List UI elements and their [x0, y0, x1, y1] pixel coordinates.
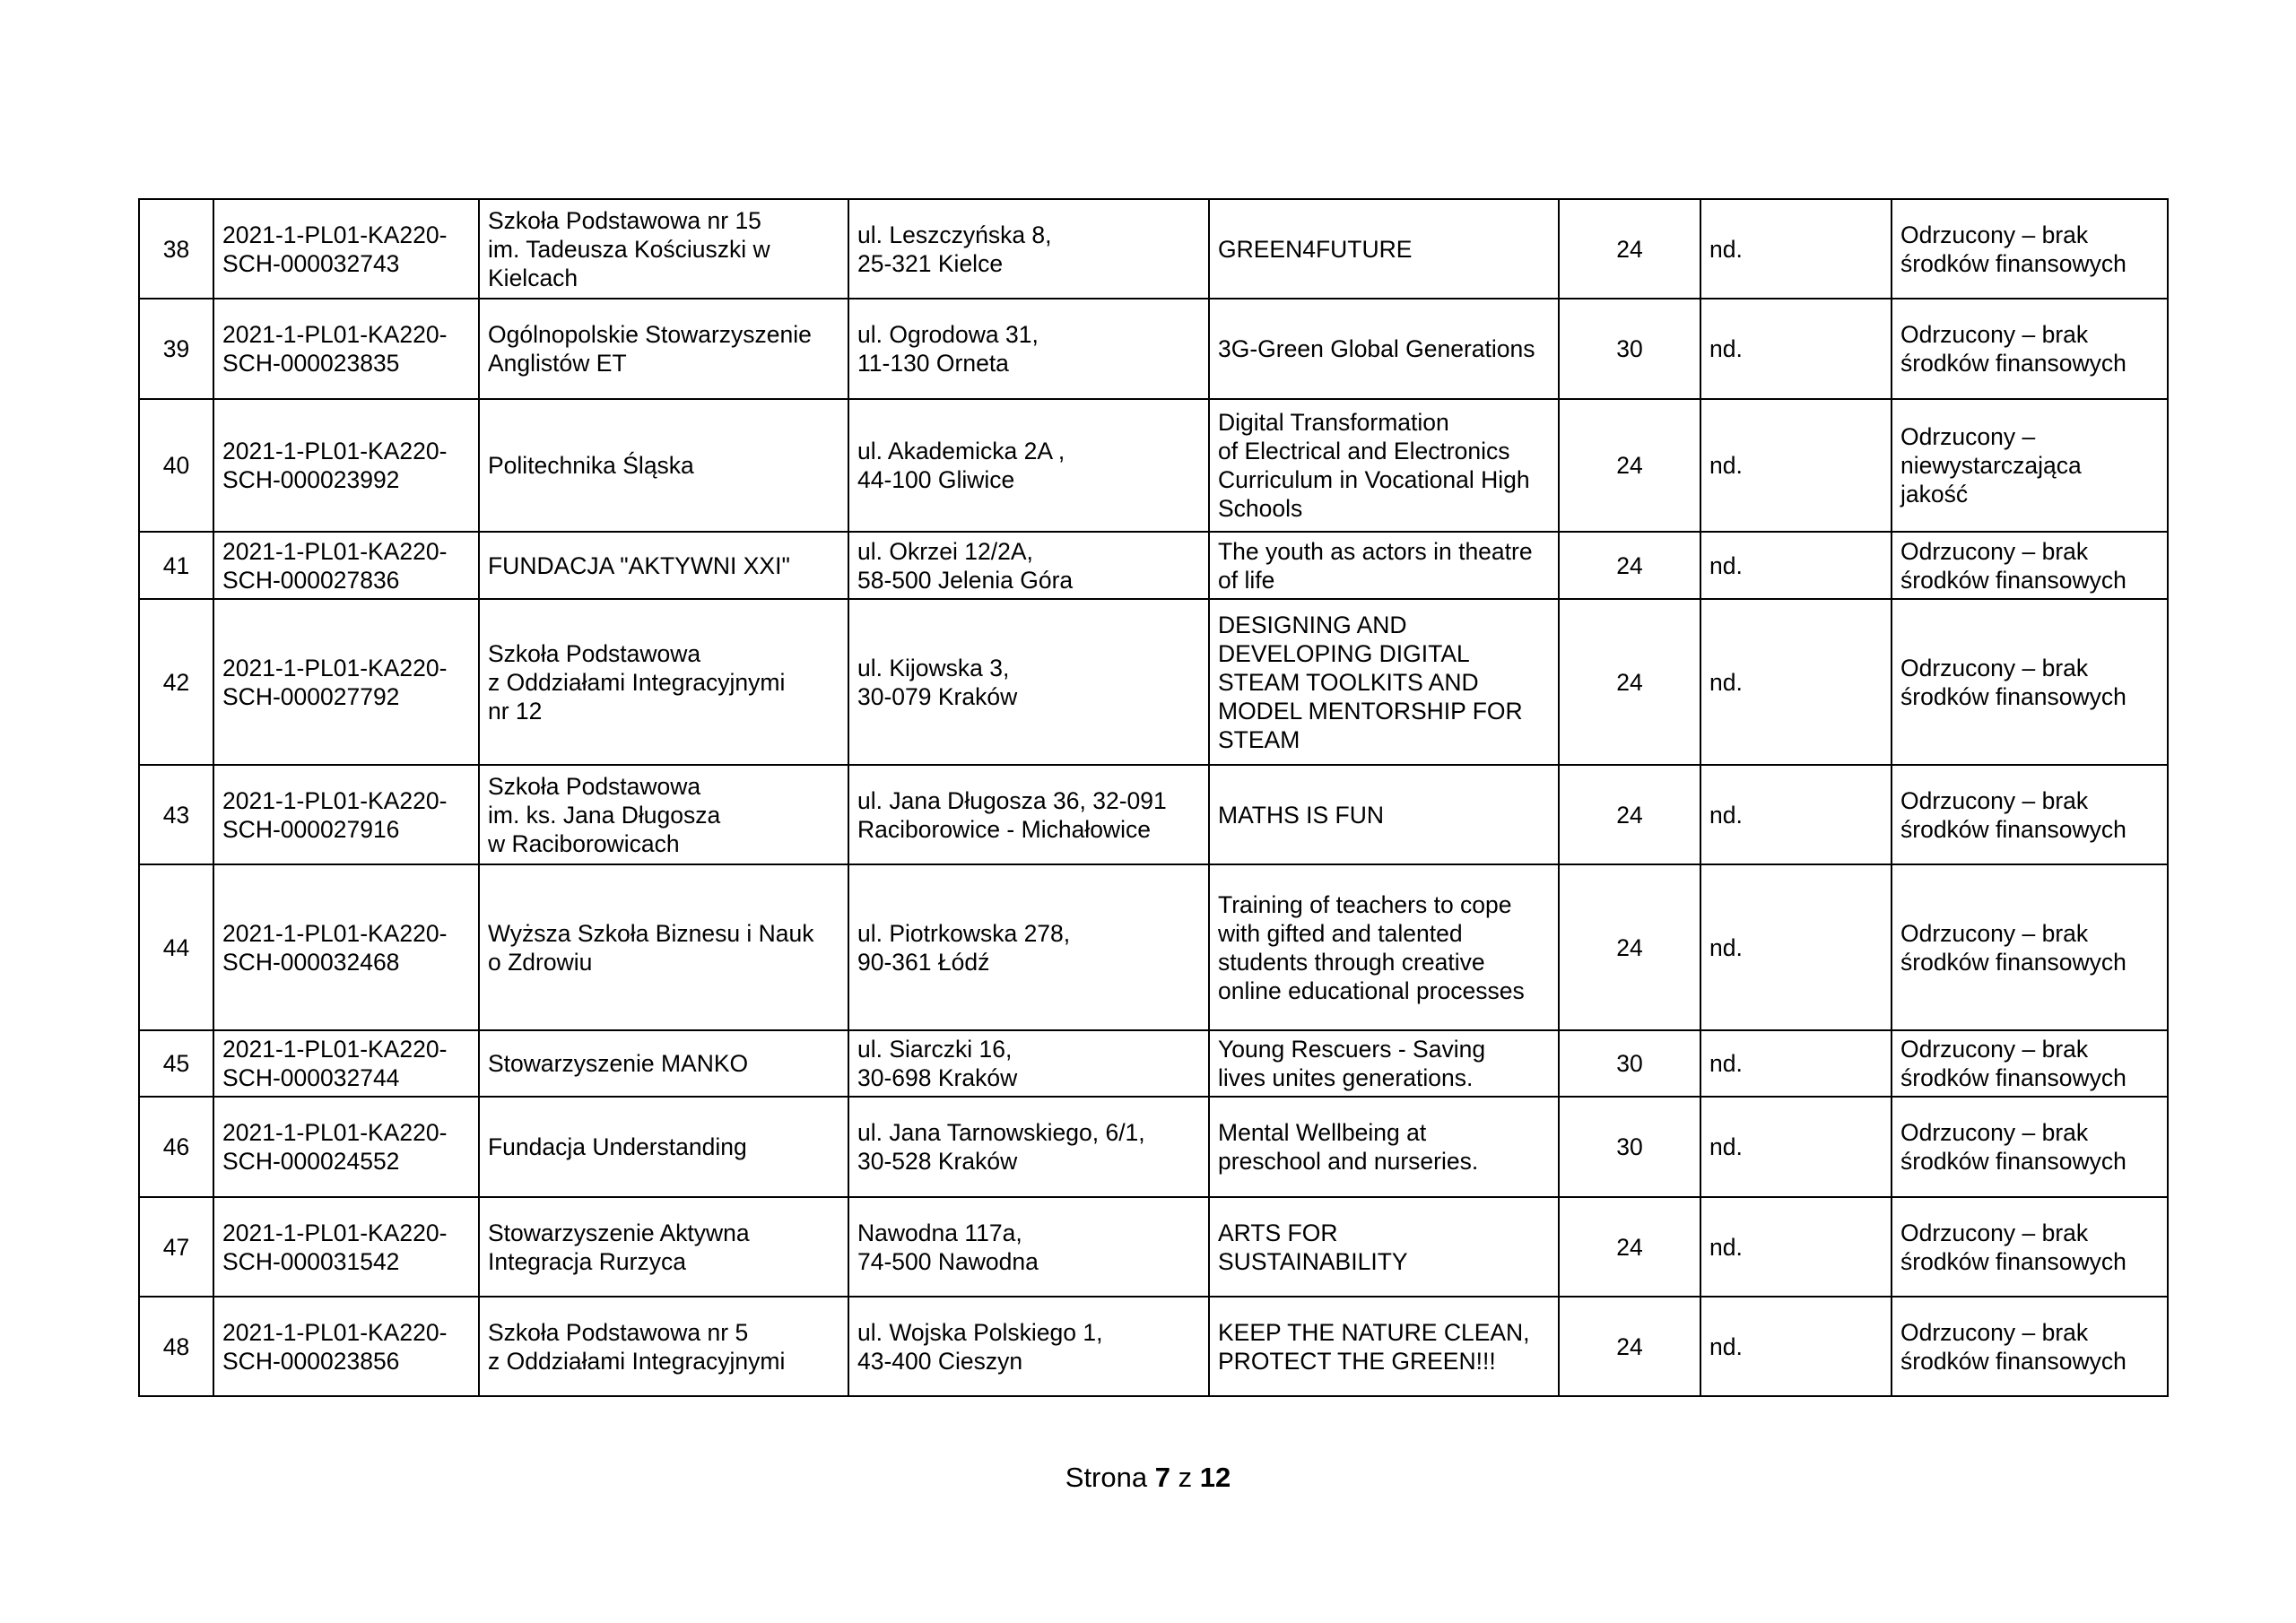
cell-line: SCH-000023992 [222, 466, 400, 493]
row-number-cell: 39 [139, 299, 213, 399]
row-number-cell: 46 [139, 1097, 213, 1197]
cell-line: 2021-1-PL01-KA220- [222, 1036, 448, 1063]
cell-line: 2021-1-PL01-KA220- [222, 321, 448, 348]
cell-line: nr 12 [488, 697, 543, 725]
table-row [139, 1197, 2168, 1297]
row-number-cell: 47 [139, 1197, 213, 1297]
cell-line: Odrzucony – brak [1900, 786, 2089, 814]
cell-line: STEAM TOOLKITS AND [1218, 668, 1479, 696]
project-id-cell [213, 199, 479, 299]
points-cell: 30 [1559, 1030, 1700, 1097]
cell-line: Odrzucony – brak [1900, 1119, 2089, 1146]
project-title-cell [1209, 399, 1559, 532]
table-row [139, 399, 2168, 532]
cell-line: środków finansowych [1900, 1247, 2126, 1275]
cell-line: środków finansowych [1900, 948, 2126, 976]
rank-cell: nd. [1700, 1030, 1892, 1097]
cell-line: Curriculum in Vocational High [1218, 466, 1530, 493]
cell-line: Stowarzyszenie Aktywna [488, 1219, 750, 1246]
cell-line: Mental Wellbeing at [1218, 1119, 1427, 1146]
total-pages-number: 12 [1199, 1462, 1231, 1493]
cell-line: środków finansowych [1900, 1148, 2126, 1175]
table-row [139, 199, 2168, 299]
cell-line: z Oddziałami Integracyjnymi [488, 1347, 786, 1375]
cell-line: ul. Okrzei 12/2A, [857, 537, 1033, 565]
cell-line: o Zdrowiu [488, 948, 593, 976]
cell-line: SUSTAINABILITY [1218, 1247, 1408, 1275]
cell-line: 30-079 Kraków [857, 682, 1018, 710]
organization-cell [479, 1030, 848, 1097]
table-row [139, 599, 2168, 765]
rank-cell: nd. [1700, 532, 1892, 599]
cell-line: Odrzucony – brak [1900, 1318, 2089, 1346]
points-cell: 24 [1559, 599, 1700, 765]
cell-line: ARTS FOR [1218, 1219, 1338, 1246]
project-id-cell [213, 1197, 479, 1297]
cell-line: 2021-1-PL01-KA220- [222, 1219, 448, 1246]
cell-line: ul. Kijowska 3, [857, 654, 1010, 681]
cell-line: 11-130 Orneta [857, 350, 1009, 377]
rank-cell: nd. [1700, 1197, 1892, 1297]
cell-line: 43-400 Cieszyn [857, 1347, 1023, 1375]
project-id-cell [213, 864, 479, 1030]
cell-line: Kielcach [488, 264, 578, 291]
status-cell [1892, 1097, 2168, 1197]
rank-cell: nd. [1700, 765, 1892, 864]
cell-line: Odrzucony – brak [1900, 1219, 2089, 1246]
cell-line: środków finansowych [1900, 815, 2126, 843]
cell-line: SCH-000027792 [222, 682, 400, 710]
organization-cell [479, 532, 848, 599]
cell-line: SCH-000032468 [222, 948, 400, 976]
row-number-cell: 45 [139, 1030, 213, 1097]
cell-line: of life [1218, 566, 1275, 594]
project-title-cell [1209, 1097, 1559, 1197]
project-title-cell [1209, 1197, 1559, 1297]
cell-line: Training of teachers to cope [1218, 890, 1512, 918]
cell-line: online educational processes [1218, 976, 1525, 1004]
cell-line: of Electrical and Electronics [1218, 438, 1510, 464]
cell-line: ul. Wojska Polskiego 1, [857, 1318, 1103, 1346]
cell-line: 44-100 Gliwice [857, 466, 1015, 493]
row-number-cell: 38 [139, 199, 213, 299]
address-cell [848, 1097, 1209, 1197]
cell-line: SCH-000024552 [222, 1148, 400, 1175]
cell-line: środków finansowych [1900, 566, 2126, 594]
project-id-cell [213, 1297, 479, 1396]
project-id-cell [213, 1097, 479, 1197]
cell-line: Szkoła Podstawowa nr 15 [488, 206, 761, 234]
cell-line: Odrzucony – brak [1900, 221, 2089, 248]
project-title-cell [1209, 532, 1559, 599]
table-row [139, 864, 2168, 1030]
cell-line: Wyższa Szkoła Biznesu i Nauk [488, 919, 814, 947]
cell-line: 30-528 Kraków [857, 1148, 1018, 1175]
address-cell [848, 399, 1209, 532]
cell-line: ul. Piotrkowska 278, [857, 919, 1071, 947]
cell-line: The youth as actors in theatre [1218, 537, 1533, 565]
cell-line: Ogólnopolskie Stowarzyszenie [488, 321, 812, 348]
cell-line: 74-500 Nawodna [857, 1247, 1039, 1275]
cell-line: KEEP THE NATURE CLEAN, [1218, 1318, 1530, 1346]
status-cell [1892, 599, 2168, 765]
cell-line: Integracja Rurzyca [488, 1247, 686, 1275]
points-cell: 24 [1559, 199, 1700, 299]
cell-line: SCH-000032744 [222, 1064, 400, 1091]
cell-line: ul. Jana Długosza 36, 32-091 [857, 786, 1167, 814]
cell-line: Anglistów ET [488, 350, 627, 377]
cell-line: jakość [1900, 481, 1969, 508]
page-separator: z [1178, 1462, 1193, 1493]
cell-line: Nawodna 117a, [857, 1219, 1022, 1246]
cell-line: środków finansowych [1900, 249, 2126, 277]
cell-line: Politechnika Śląska [488, 452, 694, 479]
cell-line: środków finansowych [1900, 350, 2126, 377]
cell-line: Digital Transformation [1218, 409, 1449, 436]
rank-cell: nd. [1700, 199, 1892, 299]
cell-line: students through creative [1218, 948, 1485, 976]
cell-line: preschool and nurseries. [1218, 1148, 1479, 1175]
cell-line: 90-361 Łódź [857, 948, 990, 976]
rank-cell: nd. [1700, 399, 1892, 532]
cell-line: 30-698 Kraków [857, 1064, 1018, 1091]
cell-line: ul. Akademicka 2A , [857, 438, 1065, 464]
table-row [139, 1097, 2168, 1197]
rank-cell: nd. [1700, 299, 1892, 399]
status-cell [1892, 864, 2168, 1030]
status-cell [1892, 1297, 2168, 1396]
cell-line: 3G-Green Global Generations [1218, 335, 1535, 362]
cell-line: Szkoła Podstawowa [488, 772, 701, 800]
cell-line: MATHS IS FUN [1218, 801, 1385, 829]
cell-line: Odrzucony – brak [1900, 537, 2089, 565]
cell-line: STEAM [1218, 725, 1300, 753]
table-row [139, 765, 2168, 864]
cell-line: GREEN4FUTURE [1218, 235, 1413, 263]
points-cell: 30 [1559, 1097, 1700, 1197]
points-cell: 24 [1559, 1197, 1700, 1297]
cell-line: Raciborowice - Michałowice [857, 815, 1151, 843]
cell-line: ul. Ogrodowa 31, [857, 321, 1039, 348]
organization-cell [479, 599, 848, 765]
project-title-cell [1209, 199, 1559, 299]
cell-line: Odrzucony – brak [1900, 321, 2089, 348]
organization-cell [479, 199, 848, 299]
cell-line: 2021-1-PL01-KA220- [222, 1119, 448, 1146]
cell-line: Odrzucony – brak [1900, 1036, 2089, 1063]
page-label: Strona [1065, 1462, 1148, 1493]
cell-line: Fundacja Understanding [488, 1133, 747, 1160]
organization-cell [479, 1097, 848, 1197]
project-id-cell [213, 1030, 479, 1097]
table-body [139, 199, 2168, 1396]
points-cell: 24 [1559, 399, 1700, 532]
project-title-cell [1209, 1297, 1559, 1396]
cell-line: 2021-1-PL01-KA220- [222, 786, 448, 814]
cell-line: Odrzucony – brak [1900, 654, 2089, 681]
status-cell [1892, 299, 2168, 399]
cell-line: środków finansowych [1900, 1347, 2126, 1375]
points-cell: 24 [1559, 765, 1700, 864]
project-id-cell [213, 765, 479, 864]
project-id-cell [213, 399, 479, 532]
row-number-cell: 40 [139, 399, 213, 532]
status-cell [1892, 1030, 2168, 1097]
cell-line: Szkoła Podstawowa [488, 639, 701, 667]
row-number-cell: 48 [139, 1297, 213, 1396]
cell-line: SCH-000031542 [222, 1247, 400, 1275]
cell-line: 2021-1-PL01-KA220- [222, 537, 448, 565]
points-cell: 24 [1559, 532, 1700, 599]
cell-line: MODEL MENTORSHIP FOR [1218, 697, 1523, 725]
project-id-cell [213, 299, 479, 399]
points-cell: 24 [1559, 864, 1700, 1030]
cell-line: środków finansowych [1900, 1064, 2126, 1091]
address-cell [848, 199, 1209, 299]
project-title-cell [1209, 765, 1559, 864]
rank-cell: nd. [1700, 1097, 1892, 1197]
status-cell [1892, 399, 2168, 532]
cell-line: PROTECT THE GREEN!!! [1218, 1347, 1496, 1375]
cell-line: Odrzucony – brak [1900, 919, 2089, 947]
cell-line: Odrzucony – [1900, 423, 2036, 450]
cell-line: SCH-000023856 [222, 1347, 400, 1375]
address-cell [848, 599, 1209, 765]
cell-line: ul. Leszczyńska 8, [857, 221, 1052, 248]
cell-line: niewystarczająca [1900, 452, 2082, 479]
cell-line: 2021-1-PL01-KA220- [222, 654, 448, 681]
organization-cell [479, 765, 848, 864]
address-cell [848, 864, 1209, 1030]
row-number-cell: 43 [139, 765, 213, 864]
cell-line: Schools [1218, 495, 1303, 522]
cell-line: DESIGNING AND [1218, 611, 1407, 638]
cell-line: 2021-1-PL01-KA220- [222, 438, 448, 464]
project-title-cell [1209, 864, 1559, 1030]
organization-cell [479, 1197, 848, 1297]
cell-line: 25-321 Kielce [857, 249, 1004, 277]
cell-line: lives unites generations. [1218, 1064, 1474, 1091]
project-title-cell [1209, 299, 1559, 399]
cell-line: 2021-1-PL01-KA220- [222, 919, 448, 947]
address-cell [848, 1197, 1209, 1297]
cell-line: ul. Siarczki 16, [857, 1036, 1013, 1063]
cell-line: im. Tadeusza Kościuszki w [488, 235, 770, 263]
rank-cell: nd. [1700, 599, 1892, 765]
table-row [139, 1297, 2168, 1396]
cell-line: FUNDACJA "AKTYWNI XXI" [488, 551, 790, 579]
table-row [139, 532, 2168, 599]
organization-cell [479, 299, 848, 399]
cell-line: Stowarzyszenie MANKO [488, 1050, 749, 1077]
points-cell: 30 [1559, 299, 1700, 399]
status-cell [1892, 1197, 2168, 1297]
cell-line: w Raciborowicach [488, 829, 680, 857]
cell-line: 2021-1-PL01-KA220- [222, 221, 448, 248]
current-page-number: 7 [1154, 1462, 1170, 1493]
points-cell: 24 [1559, 1297, 1700, 1396]
cell-line: SCH-000023835 [222, 350, 400, 377]
status-cell [1892, 765, 2168, 864]
cell-line: im. ks. Jana Długosza [488, 801, 721, 829]
address-cell [848, 1030, 1209, 1097]
cell-line: z Oddziałami Integracyjnymi [488, 668, 786, 696]
row-number-cell: 44 [139, 864, 213, 1030]
rank-cell: nd. [1700, 864, 1892, 1030]
table-row [139, 299, 2168, 399]
status-cell [1892, 532, 2168, 599]
cell-line: SCH-000027836 [222, 566, 400, 594]
cell-line: with gifted and talented [1218, 919, 1463, 947]
address-cell [848, 765, 1209, 864]
organization-cell [479, 1297, 848, 1396]
row-number-cell: 42 [139, 599, 213, 765]
project-id-cell [213, 532, 479, 599]
cell-line: SCH-000027916 [222, 815, 400, 843]
cell-line: 2021-1-PL01-KA220- [222, 1318, 448, 1346]
status-cell [1892, 199, 2168, 299]
organization-cell [479, 864, 848, 1030]
table-row [139, 1030, 2168, 1097]
cell-line: środków finansowych [1900, 682, 2126, 710]
organization-cell [479, 399, 848, 532]
project-title-cell [1209, 1030, 1559, 1097]
cell-line: ul. Jana Tarnowskiego, 6/1, [857, 1119, 1145, 1146]
row-number-cell: 41 [139, 532, 213, 599]
project-id-cell [213, 599, 479, 765]
address-cell [848, 299, 1209, 399]
project-title-cell [1209, 599, 1559, 765]
address-cell [848, 532, 1209, 599]
rank-cell: nd. [1700, 1297, 1892, 1396]
results-table [138, 198, 2169, 1397]
cell-line: 58-500 Jelenia Góra [857, 566, 1074, 594]
cell-line: Young Rescuers - Saving [1218, 1036, 1486, 1063]
address-cell [848, 1297, 1209, 1396]
cell-line: SCH-000032743 [222, 249, 400, 277]
cell-line: Szkoła Podstawowa nr 5 [488, 1318, 749, 1346]
page-footer [0, 1460, 2296, 1496]
cell-line: DEVELOPING DIGITAL [1218, 639, 1470, 667]
